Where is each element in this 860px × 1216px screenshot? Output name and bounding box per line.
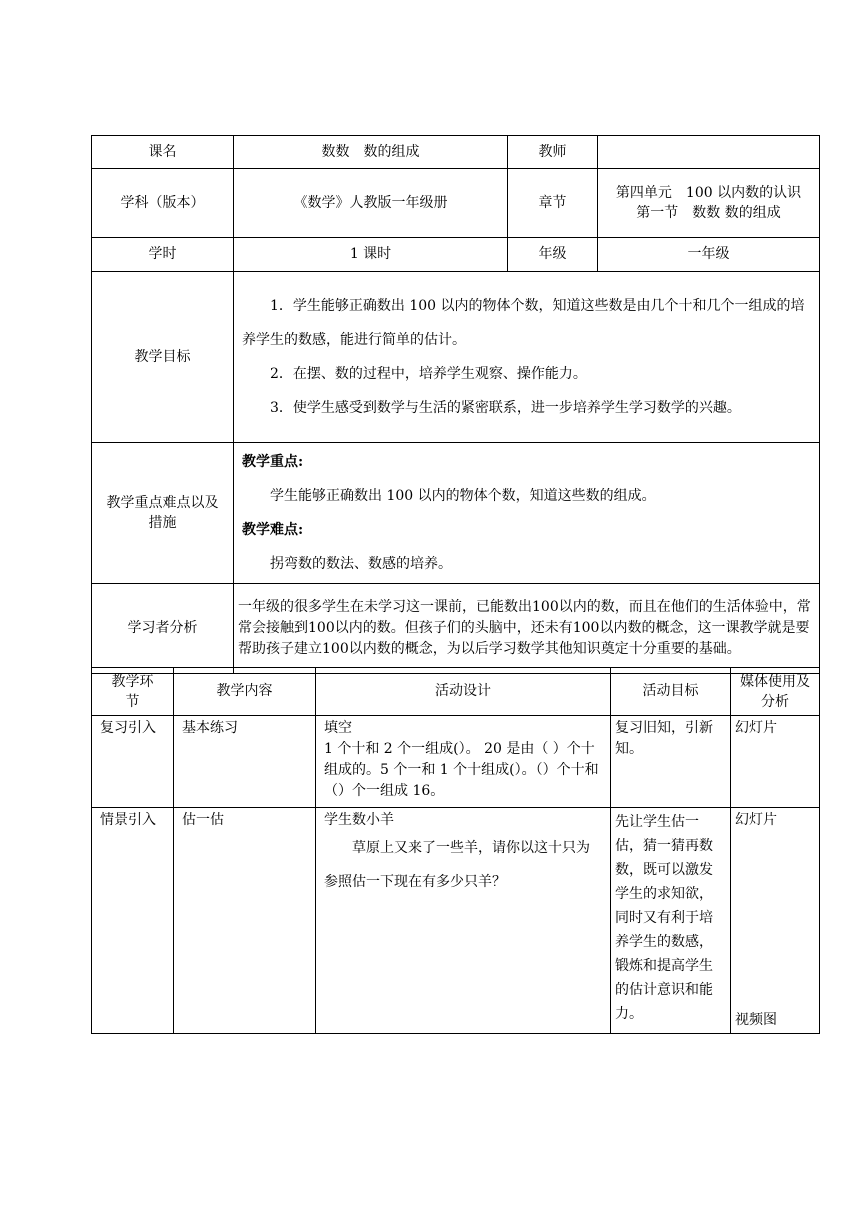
- goal-item-1: 1．学生能够正确数出 100 以内的物体个数，知道这些数是由几个十和几个一组成的培养学生的数感，能进行简单的估计。: [242, 298, 805, 348]
- lesson-info-table: [91, 135, 820, 674]
- header-design: 活动设计: [316, 668, 611, 716]
- header-media: 媒体使用及分析: [731, 668, 820, 716]
- row2-media-extra: 视频图: [735, 1012, 777, 1028]
- subject-value: 《数学》人教版一年级册: [234, 169, 508, 238]
- learner-label: 学习者分析: [92, 584, 234, 674]
- row2-media-text: 幻灯片: [735, 812, 777, 828]
- goal-item-3: 3．使学生感受到数学与生活的紧密联系，进一步培养学生学习数学的兴趣。: [270, 400, 741, 416]
- key-points-label: 教学重点难点以及措施: [92, 443, 234, 584]
- row1-design-text: 1 个十和 2 个一组成(）。 20 是由（ ）个十组成的。5 个一和 1 个十组成(）。（）个十和（）个一组成 16。: [324, 741, 599, 799]
- chapter-label: 章节: [508, 169, 598, 238]
- grade-label: 年级: [508, 238, 598, 272]
- chapter-line-1: 第四单元 100 以内数的认识: [615, 185, 802, 201]
- teacher-label: 教师: [508, 136, 598, 169]
- difficulty-text: 拐弯数的数法、数感的培养。: [270, 556, 452, 572]
- course-label: 课名: [92, 136, 234, 169]
- row2-stage: 情景引入: [92, 808, 174, 1034]
- row2-goal: 先让学生估一估，猜一猜再数数，既可以激发学生的求知欲，同时又有利于培养学生的数感，锻炼和提高学生的估计意识和能力。: [611, 808, 731, 1034]
- header-stage: 教学环节: [92, 668, 174, 716]
- goals-content: [234, 272, 820, 443]
- difficulty-title: 教学难点:: [242, 522, 304, 538]
- teacher-value: [598, 136, 820, 169]
- row1-goal: 复习旧知，引新知。: [611, 716, 731, 808]
- row2-media: [731, 808, 820, 1034]
- process-table: [91, 667, 820, 1034]
- row1-media: 幻灯片: [731, 716, 820, 808]
- row1-design-title: 填空: [324, 720, 352, 736]
- row2-design: [316, 808, 611, 1034]
- learner-text: 一年级的很多学生在未学习这一课前，已能数出100以内的数，而且在他们的生活体验中，常常会接触到100以内的数。但孩子们的头脑中，还未有100以内数的概念，这一课教学就是要帮助孩子建立100以内数的概念，为以后学习数学其他知识奠定十分重要的基础。: [234, 584, 820, 674]
- chapter-value: [598, 169, 820, 238]
- row2-design-text: 草原上又来了一些羊，请你以这十只为参照估一下现在有多少只羊？: [324, 840, 590, 890]
- goal-item-2: 2．在摆、数的过程中，培养学生观察、操作能力。: [270, 366, 587, 382]
- row1-design: [316, 716, 611, 808]
- row2-content: 估一估: [174, 808, 316, 1034]
- row1-content: 基本练习: [174, 716, 316, 808]
- course-value: 数数 数的组成: [234, 136, 508, 169]
- table-row: [92, 716, 820, 808]
- hours-value: 1 课时: [234, 238, 508, 272]
- table-row: [92, 808, 820, 1034]
- focus-text: 学生能够正确数出 100 以内的物体个数，知道这些数的组成。: [270, 488, 656, 504]
- grade-value: 一年级: [598, 238, 820, 272]
- key-points-content: [234, 443, 820, 584]
- row1-stage: 复习引入: [92, 716, 174, 808]
- subject-label: 学科（版本）: [92, 169, 234, 238]
- header-content: 教学内容: [174, 668, 316, 716]
- chapter-line-2: 第一节 数数 数的组成: [636, 205, 781, 221]
- header-goal: 活动目标: [611, 668, 731, 716]
- goals-label: 教学目标: [92, 272, 234, 443]
- row2-design-title: 学生数小羊: [324, 812, 394, 828]
- hours-label: 学时: [92, 238, 234, 272]
- focus-title: 教学重点:: [242, 454, 304, 470]
